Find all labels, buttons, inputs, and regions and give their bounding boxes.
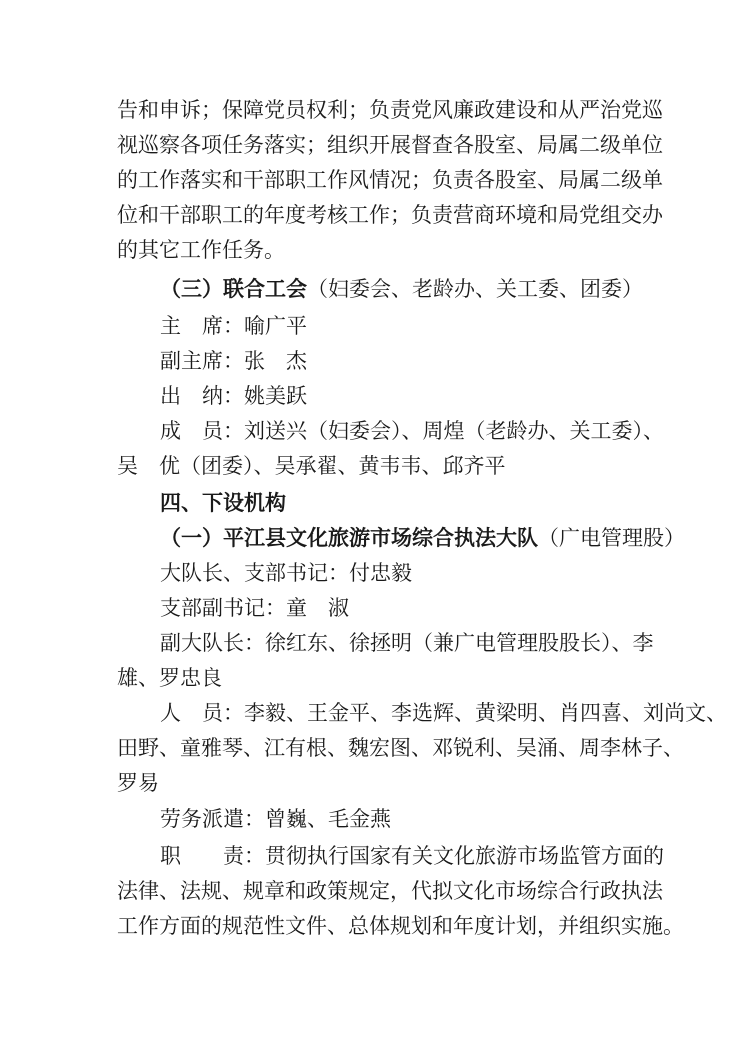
brigade-staff-line: 田野、童雅琴、江有根、魏宏图、邓锐利、吴涌、周李林子、 xyxy=(117,736,684,760)
paragraph-line: 的其它工作任务。 xyxy=(117,238,285,262)
brigade-staff-line: 人 员：李毅、王金平、李选辉、黄梁明、肖四喜、刘尚文、 xyxy=(160,701,727,725)
brigade-heading-note: （广电管理股） xyxy=(538,526,685,550)
union-members-line: 成 员：刘送兴（妇委会）、周煌（老龄办、关工委）、 xyxy=(160,419,664,443)
brigade-heading xyxy=(160,525,685,551)
union-members-line: 吴 优（团委）、吴承翟、黄韦韦、邱齐平 xyxy=(117,454,506,478)
brigade-deputy-leader-line: 雄、罗忠良 xyxy=(117,666,222,690)
union-chair xyxy=(160,313,647,339)
brigade-leader: 大队长、支部书记：付忠毅 xyxy=(160,561,412,585)
brigade-deputy-secretary: 支部副书记：童 淑 xyxy=(160,596,349,620)
union-vice-chair xyxy=(160,348,647,374)
chair-value: 喻广平 xyxy=(244,314,307,338)
brigade-duty-line: 职 责：贯彻执行国家有关文化旅游市场监管方面的 xyxy=(160,844,664,868)
section-heading: 四、下设机构 xyxy=(160,490,286,515)
paragraph-line: 的工作落实和干部职工作风情况；负责各股室、局属二级单 xyxy=(117,168,663,192)
vice-chair-label: 副主席： xyxy=(160,349,244,373)
brigade-staff-line: 罗易 xyxy=(117,771,159,795)
cashier-value: 姚美跃 xyxy=(244,384,307,408)
brigade-heading-title: （一）平江县文化旅游市场综合执法大队 xyxy=(160,525,538,550)
brigade-dispatch: 劳务派遣：曾巍、毛金燕 xyxy=(160,807,391,831)
brigade-duty-line: 法律、法规、规章和政策规定，代拟文化市场综合行政执法 xyxy=(117,879,663,903)
brigade-deputy-leader-line: 副大队长：徐红东、徐拯明（兼广电管理股股长）、李 xyxy=(160,631,654,655)
brigade-duty-line: 工作方面的规范性文件、总体规划和年度计划，并组织实施。 xyxy=(117,914,684,938)
union-heading-title: （三）联合工会 xyxy=(160,276,307,301)
chair-label: 主 席： xyxy=(160,314,244,338)
union-heading-note: （妇委会、老龄办、关工委、团委） xyxy=(307,277,643,301)
union-heading xyxy=(160,276,647,302)
paragraph-line: 告和申诉；保障党员权利；负责党风廉政建设和从严治党巡 xyxy=(117,98,663,122)
paragraph-line: 位和干部职工的年度考核工作；负责营商环境和局党组交办 xyxy=(117,203,663,227)
union-cashier xyxy=(160,383,647,409)
vice-chair-value: 张 杰 xyxy=(244,349,307,373)
paragraph-line: 视巡察各项任务落实；组织开展督查各股室、局属二级单位 xyxy=(117,133,663,157)
cashier-label: 出 纳： xyxy=(160,384,244,408)
